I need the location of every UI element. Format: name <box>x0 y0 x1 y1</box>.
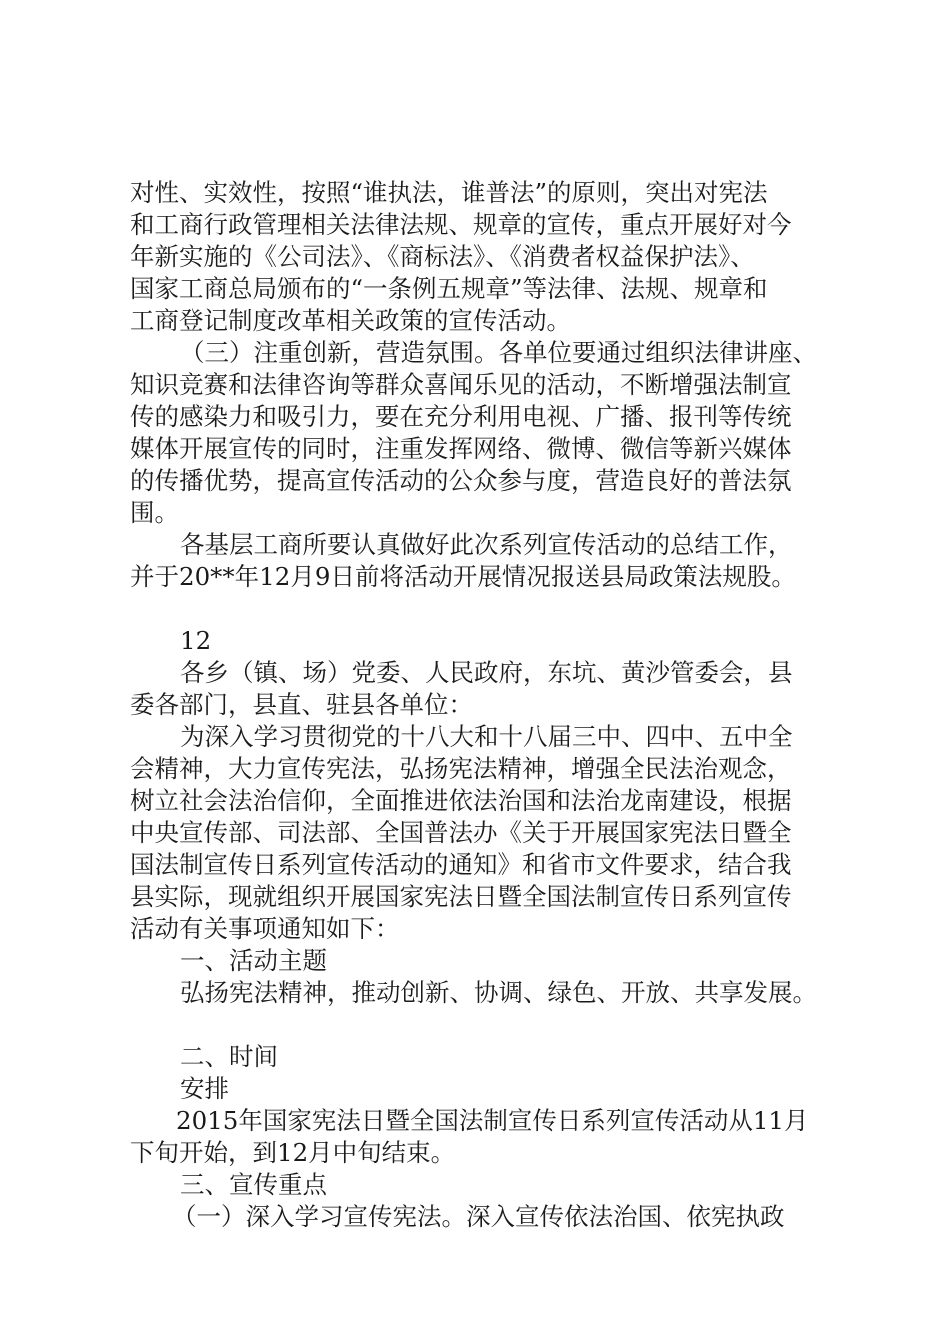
text-line: 对性、实效性，按照“谁执法，谁普法”的原则，突出对宪法 <box>130 178 768 207</box>
section-heading: 二、时间 <box>180 1042 278 1071</box>
text-line: 年新实施的《公司法》、《商标法》、《消费者权益保护法》、 <box>130 242 755 271</box>
text-line: 委各部门，县直、驻县各单位： <box>130 690 473 719</box>
text-line: 工商登记制度改革相关政策的宣传活动。 <box>130 306 571 335</box>
text-line: 知识竞赛和法律咨询等群众喜闻乐见的活动，不断增强法制宣 <box>130 370 792 399</box>
section-heading: 三、宣传重点 <box>180 1170 327 1199</box>
text-line: （一）深入学习宣传宪法。深入宣传依法治国、依宪执政 <box>172 1202 785 1231</box>
section-heading: 安排 <box>180 1074 229 1103</box>
text-line: 围。 <box>130 498 179 527</box>
text-line: 下旬开始，到12月中旬结束。 <box>130 1138 456 1167</box>
text-line: （三）注重创新，营造氛围。各单位要通过组织法律讲座、 <box>180 338 817 367</box>
text-line: 传的感染力和吸引力，要在充分利用电视、广播、报刊等传统 <box>130 402 792 431</box>
text-line: 弘扬宪法精神，推动创新、协调、绿色、开放、共享发展。 <box>180 978 817 1007</box>
text-line: 国家工商总局颁布的“一条例五规章”等法律、法规、规章和 <box>130 274 768 303</box>
text-line: 和工商行政管理相关法律法规、规章的宣传，重点开展好对今 <box>130 210 792 239</box>
text-line: 国法制宣传日系列宣传活动的通知》和省市文件要求，结合我 <box>130 850 792 879</box>
text-line: 并于20**年12月9日前将活动开展情况报送县局政策法规股。 <box>130 562 796 591</box>
text-line: 12 <box>180 626 212 655</box>
text-line: 各基层工商所要认真做好此次系列宣传活动的总结工作， <box>180 530 793 559</box>
text-line: 县实际，现就组织开展国家宪法日暨全国法制宣传日系列宣传 <box>130 882 792 911</box>
text-line: 中央宣传部、司法部、全国普法办《关于开展国家宪法日暨全 <box>130 818 792 847</box>
text-line: 为深入学习贯彻党的十八大和十八届三中、四中、五中全 <box>180 722 793 751</box>
text-line: 会精神，大力宣传宪法，弘扬宪法精神，增强全民法治观念， <box>130 754 792 783</box>
text-line: 活动有关事项通知如下： <box>130 914 400 943</box>
text-line: 各乡（镇、场）党委、人民政府，东坑、黄沙管委会，县 <box>180 658 793 687</box>
text-line: 树立社会法治信仰，全面推进依法治国和法治龙南建设，根据 <box>130 786 792 815</box>
text-line: 2015年国家宪法日暨全国法制宣传日系列宣传活动从11月 <box>176 1106 809 1135</box>
section-heading: 一、活动主题 <box>180 946 327 975</box>
text-line: 媒体开展宣传的同时，注重发挥网络、微博、微信等新兴媒体 <box>130 434 792 463</box>
text-line: 的传播优势，提高宣传活动的公众参与度，营造良好的普法氛 <box>130 466 792 495</box>
